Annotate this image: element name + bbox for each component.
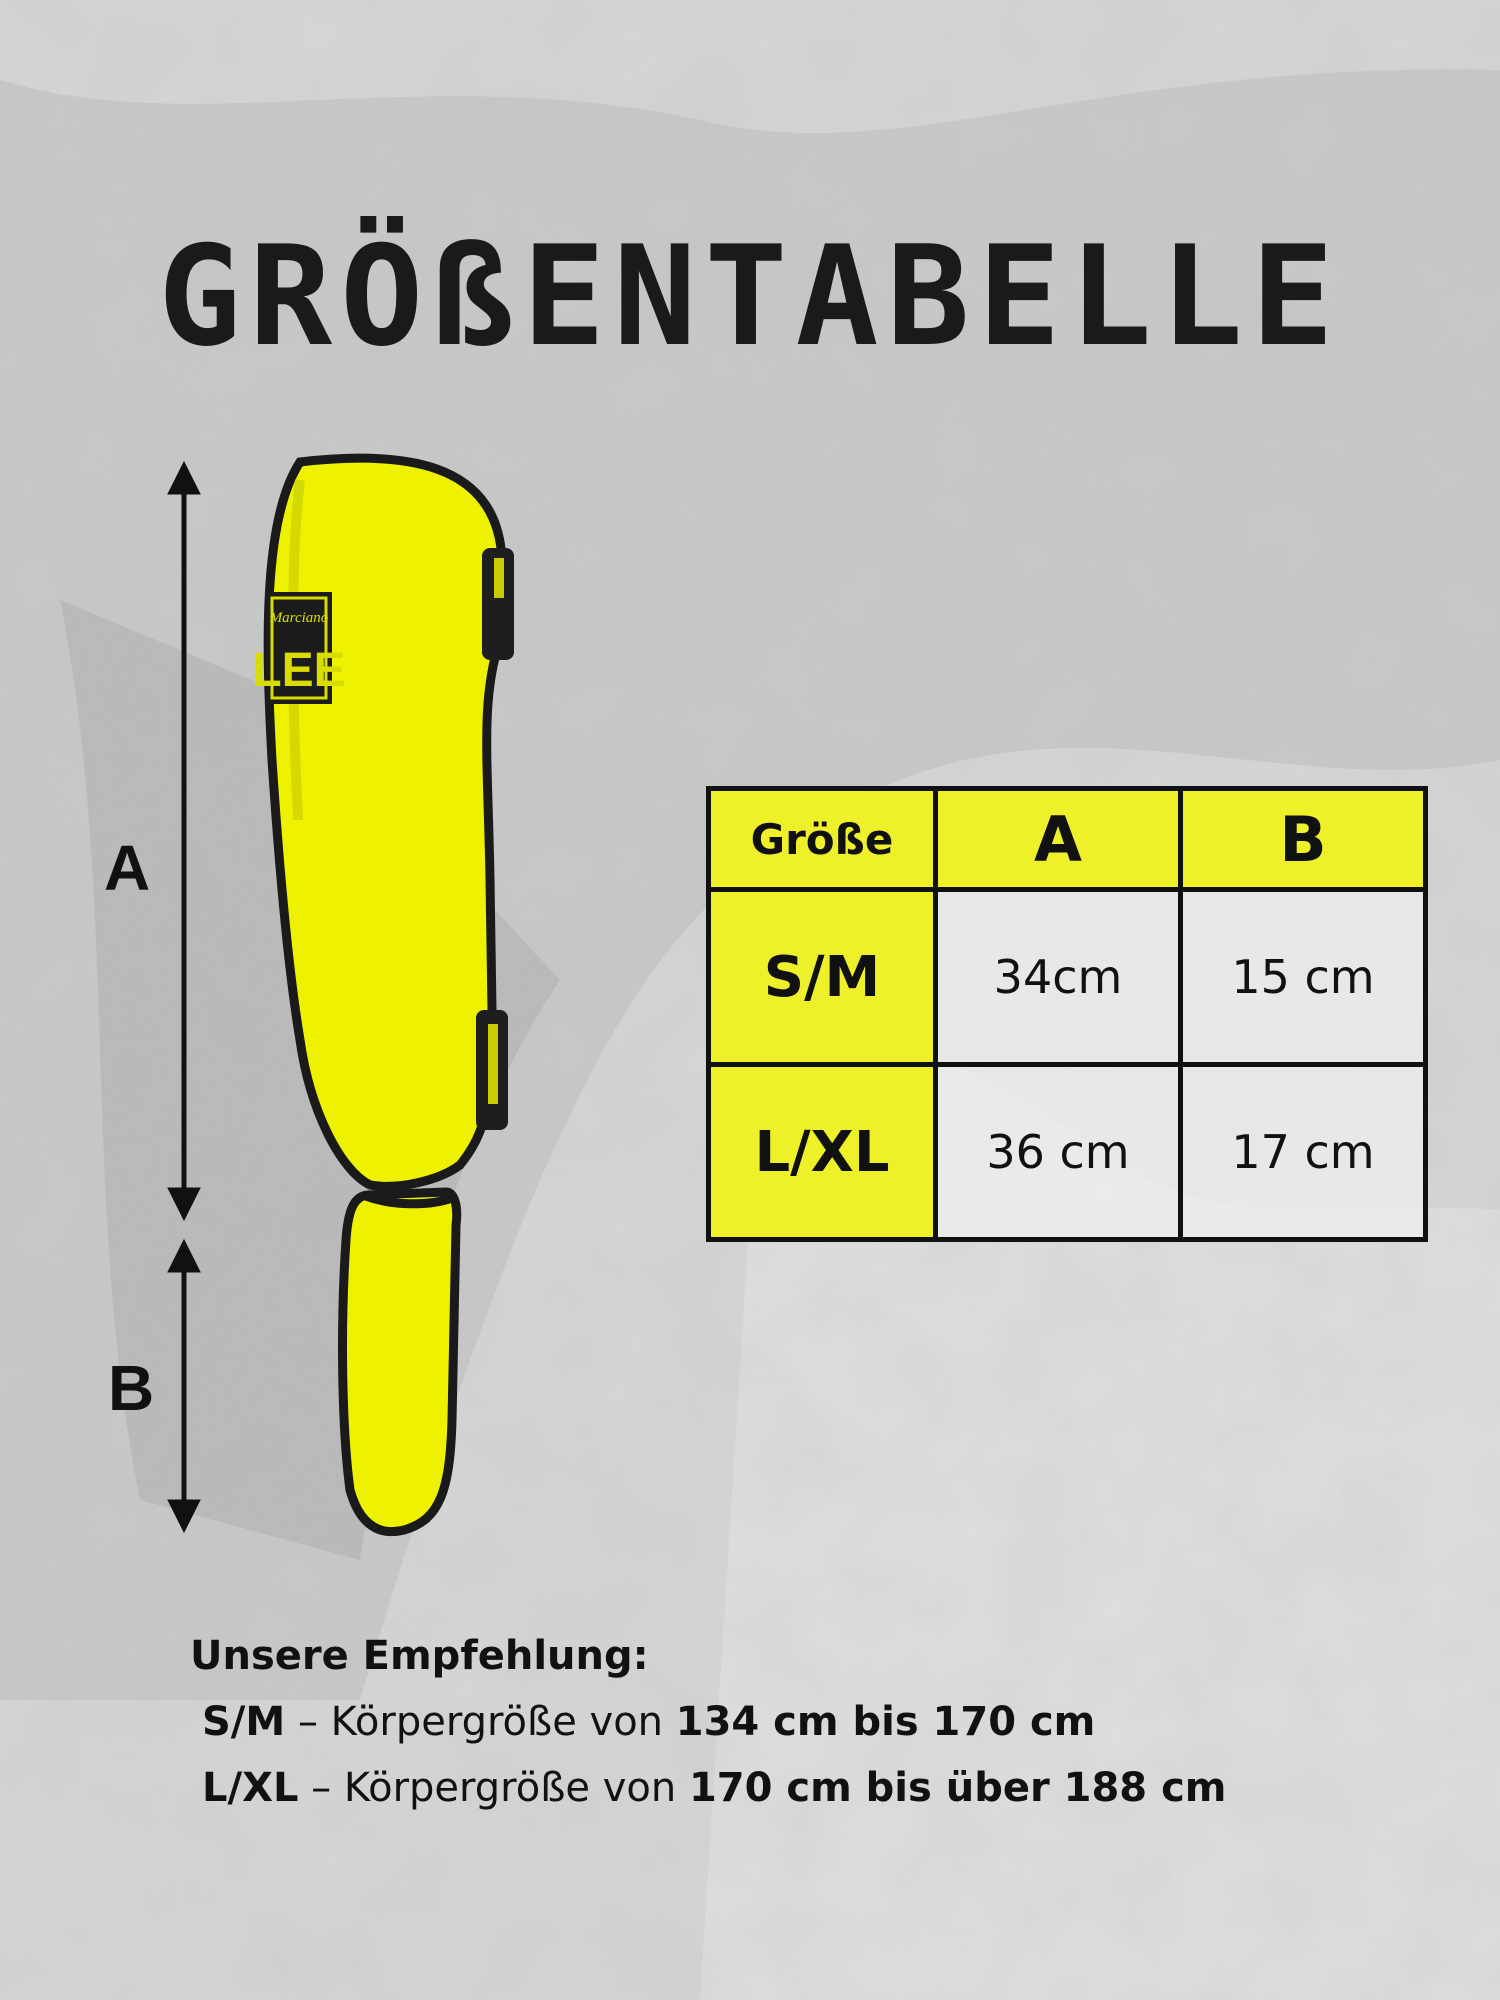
recommendation-line xyxy=(202,1765,1227,1811)
dimension-arrow-b xyxy=(168,1240,200,1532)
row-value-a: 34cm xyxy=(936,890,1181,1065)
shin-guard-icon xyxy=(266,458,514,1186)
column-header-a: A xyxy=(936,789,1181,890)
row-size: L/XL xyxy=(709,1065,936,1240)
table-header-row xyxy=(709,789,1426,890)
recommendation-size: L/XL xyxy=(202,1765,299,1811)
row-value-b: 15 cm xyxy=(1181,890,1426,1065)
recommendation-text: Körpergröße von xyxy=(330,1699,676,1745)
row-value-a: 36 cm xyxy=(936,1065,1181,1240)
size-table xyxy=(706,786,1428,1242)
recommendation-block xyxy=(190,1633,1227,1834)
dimension-label-a: A xyxy=(104,832,151,904)
recommendation-heading: Unsere Empfehlung: xyxy=(190,1633,649,1679)
brand-name-text: LEE xyxy=(252,644,346,697)
recommendation-text: Körpergröße von xyxy=(343,1765,689,1811)
recommendation-range: 134 cm bis 170 cm xyxy=(675,1699,1096,1745)
column-header-size: Größe xyxy=(709,789,936,890)
table-row xyxy=(709,1065,1426,1240)
recommendation-separator: – xyxy=(298,1765,344,1811)
row-size: S/M xyxy=(709,890,936,1065)
foot-pad-icon xyxy=(343,1192,457,1532)
recommendation-line xyxy=(202,1699,1226,1745)
row-value-b: 17 cm xyxy=(1181,1065,1426,1240)
table-row xyxy=(709,890,1426,1065)
recommendation-range: 170 cm bis über 188 cm xyxy=(688,1765,1227,1811)
dimension-arrow-a xyxy=(168,462,200,1220)
recommendation-separator: – xyxy=(285,1699,331,1745)
dimension-label-b: B xyxy=(108,1352,155,1424)
column-header-b: B xyxy=(1181,789,1426,890)
recommendation-size: S/M xyxy=(202,1699,286,1745)
brand-script-text: Marciano xyxy=(269,610,329,626)
page-title: GRÖßENTABELLE xyxy=(157,216,1343,377)
